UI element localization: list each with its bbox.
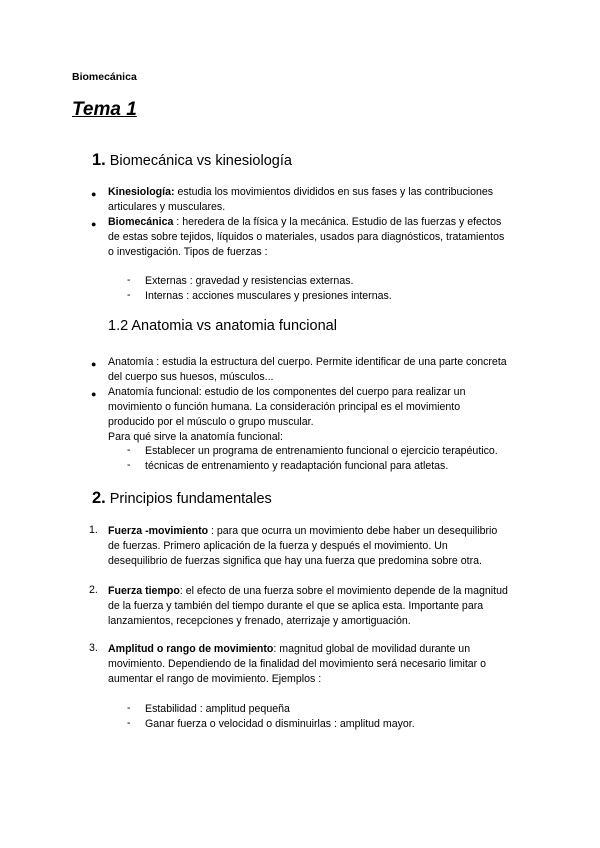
sub-list-item: Ganar fuerza o velocidad o disminuirlas : amplitud mayor. — [145, 718, 415, 730]
dash-icon: - — [127, 289, 131, 301]
list-item: Kinesiología: estudia los movimientos divididos en sus fases y las contribuciones — [108, 186, 494, 198]
section-1-title: Biomecánica vs kinesiología — [109, 153, 292, 169]
section-2-title: Principios fundamentales — [109, 491, 272, 507]
numbered-item-continuation: lanzamientos, recepciones y frenado, aterrizaje y amortiguación. — [108, 615, 411, 627]
numbered-item-continuation: aumentar el rango de movimiento. Ejemplos : — [108, 673, 322, 685]
list-number: 3. — [89, 642, 98, 654]
numbered-item-continuation: de la fuerza y también del tiempo durante el que se aplica esta. Importante para — [108, 600, 484, 612]
dash-icon: - — [127, 702, 131, 714]
section-2-number: 2. — [92, 489, 106, 507]
list-item: Anatomía : estudia la estructura del cuerpo. Permite identificar de una parte concreta — [108, 356, 507, 368]
list-item-continuation: articulares y musculares. — [108, 201, 226, 213]
section-1-2-heading: 1.2 Anatomia vs anatomia funcional — [108, 318, 337, 334]
numbered-item-continuation: de fuerzas. Primero aplicación de la fuerza y después el movimiento. Un — [108, 540, 448, 552]
term: Kinesiología: — [108, 186, 175, 198]
bullet-icon: ● — [91, 189, 97, 199]
numbered-item: Amplitud o rango de movimiento: magnitud global de movilidad durante un — [108, 643, 471, 655]
term: Fuerza -movimiento — [108, 525, 209, 537]
list-number: 1. — [89, 524, 98, 536]
section-1-heading — [92, 151, 292, 170]
numbered-item-continuation: desequilibrio de fuerzas significa que hay una fuerza que predomina sobre otra. — [108, 555, 482, 567]
term: Amplitud o rango de movimiento — [108, 643, 274, 655]
term: Biomecánica — [108, 216, 174, 228]
list-item-continuation: producido por el músculo o grupo muscular. — [108, 416, 314, 428]
list-item-continuation: del cuerpo sus huesos, músculos... — [108, 371, 274, 383]
page-title: Tema 1 — [72, 99, 137, 120]
dash-icon: - — [127, 459, 131, 471]
term: Fuerza tiempo — [108, 585, 180, 597]
dash-icon: - — [127, 274, 131, 286]
dash-icon: - — [127, 444, 131, 456]
list-item: Biomecánica : heredera de la física y la mecánica. Estudio de las fuerzas y efectos — [108, 216, 502, 228]
list-item-continuation: movimiento o función humana. La consideración principal es el movimiento — [108, 401, 461, 413]
sub-list-item: Estabilidad : amplitud pequeña — [145, 703, 290, 715]
numbered-item: Fuerza tiempo: el efecto de una fuerza sobre el movimiento depende de la magnitud — [108, 585, 508, 597]
list-item-continuation: de estas sobre tejidos, líquidos o materiales, usados para diagnósticos, tratamientos — [108, 231, 505, 243]
section-1-number: 1. — [92, 151, 106, 169]
sub-list-item: Establecer un programa de entrenamiento funcional o ejercicio terapéutico. — [145, 445, 498, 457]
bullet-icon: ● — [91, 359, 97, 369]
list-item-continuation: Para qué sirve la anatomía funcional: — [108, 431, 283, 443]
document-label: Biomecánica — [72, 71, 137, 83]
list-number: 2. — [89, 584, 98, 596]
list-item: Anatomía funcional: estudio de los componentes del cuerpo para realizar un — [108, 386, 466, 398]
sub-list-item: Externas : gravedad y resistencias externas. — [145, 275, 354, 287]
sub-list-item: técnicas de entrenamiento y readaptación funcional para atletas. — [145, 460, 449, 472]
numbered-item-continuation: movimiento. Dependiendo de la finalidad del movimiento será necesario limitar o — [108, 658, 487, 670]
dash-icon: - — [127, 717, 131, 729]
bullet-icon: ● — [91, 389, 97, 399]
list-item-continuation: o investigación. Tipos de fuerzas : — [108, 246, 268, 258]
sub-list-item: Internas : acciones musculares y presiones internas. — [145, 290, 392, 302]
bullet-icon: ● — [91, 219, 97, 229]
numbered-item: Fuerza -movimiento : para que ocurra un movimiento debe haber un desequilibrio — [108, 525, 498, 537]
section-2-heading — [92, 489, 272, 508]
